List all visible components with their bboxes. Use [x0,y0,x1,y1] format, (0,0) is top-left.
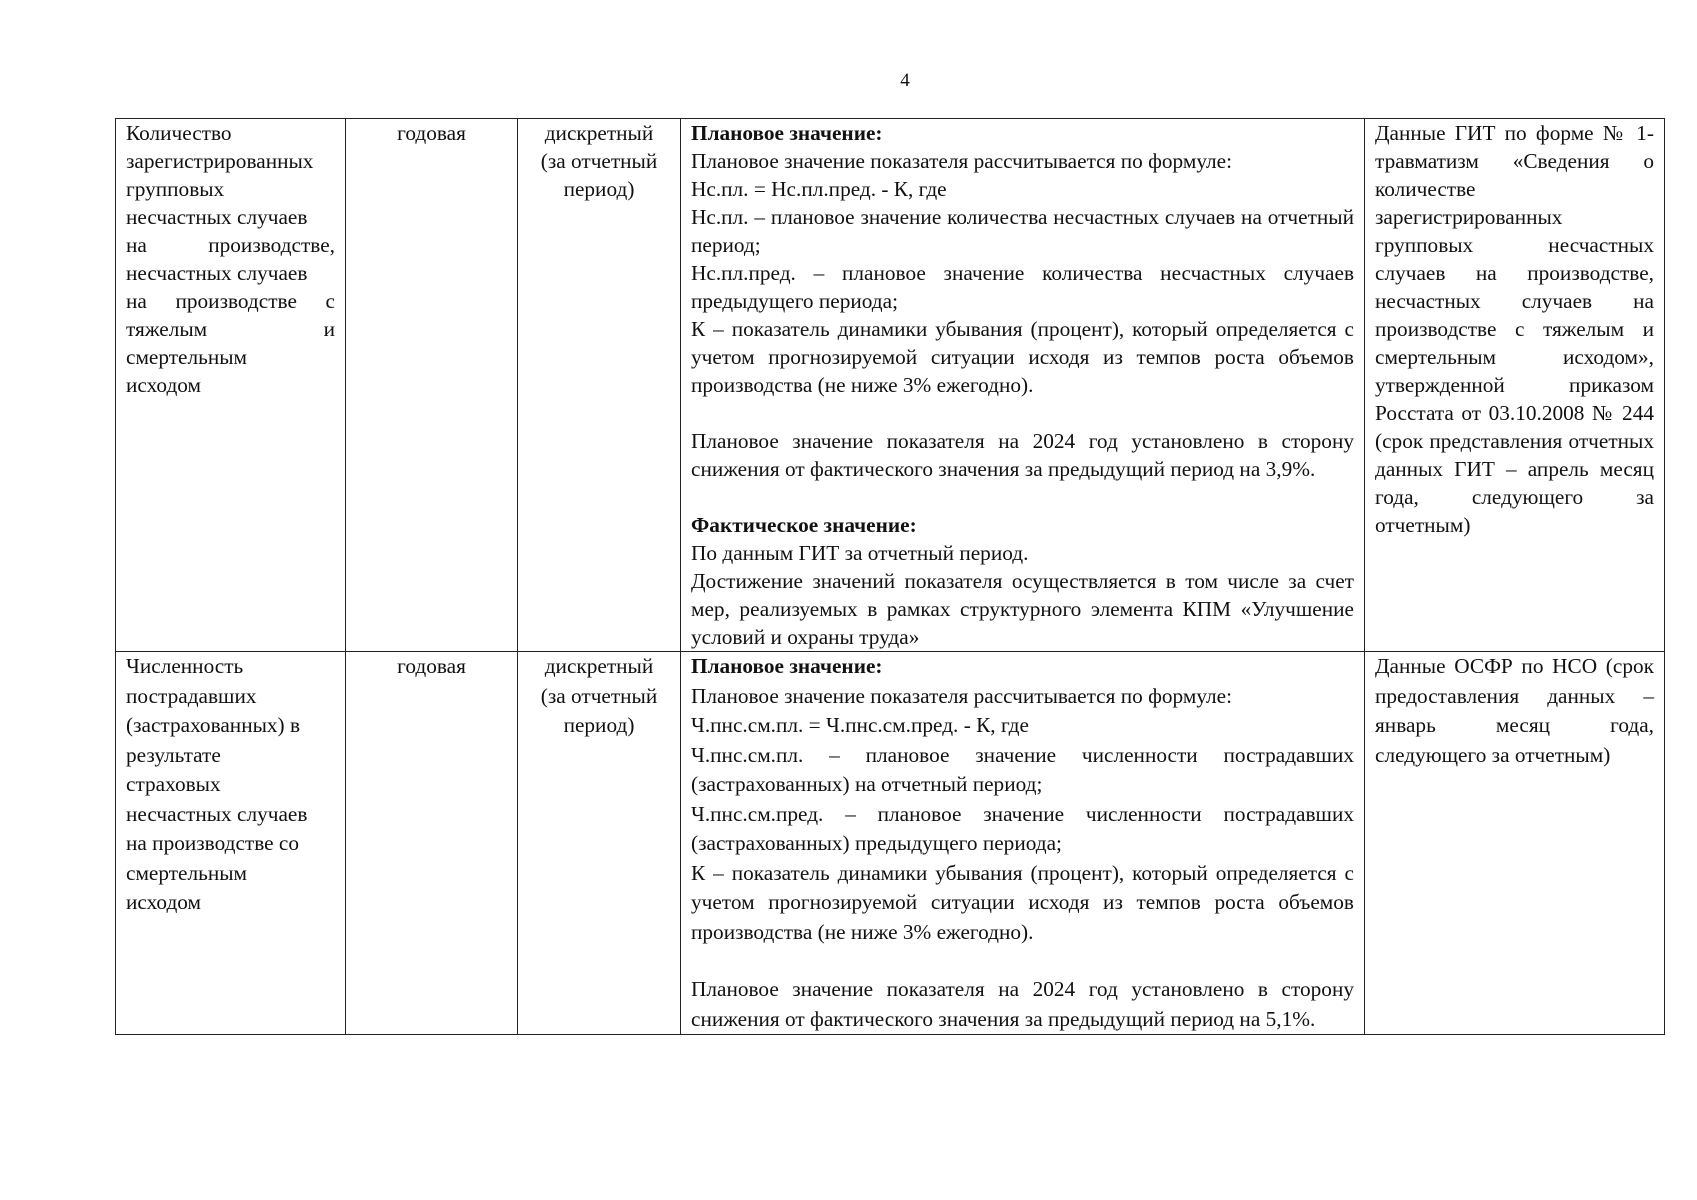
indicator-type-cell [518,119,681,652]
spacer [691,947,1354,975]
periodicity-cell: годовая [346,119,518,652]
plan-line: Нс.пл.пред. – плановое значение количества несчастных случаев предыдущего периода; [691,261,1354,313]
name-line: несчастных случаев [126,801,308,826]
plan-2024-text: Плановое значение показателя на 2024 год установлено в сторону снижения от фактического значения за предыдущий период на 5,1%. [691,977,1354,1031]
plan-line: Ч.пнс.см.пл. – плановое значение численности пострадавших (застрахованных) на отчетный период; [691,742,1354,796]
name-line: Количество [126,121,232,145]
plan-heading: Плановое значение: [691,654,883,678]
calculation-method-cell [681,652,1365,1035]
name-line: зарегистрированных [126,149,314,173]
spacer [691,483,1354,511]
name-line: исходом [126,890,201,914]
name-line: на производстве со [126,831,300,855]
indicator-type-cell [518,652,681,1035]
name-line: смертельным [126,345,248,369]
name-line: страховых [126,772,221,796]
formula-line: Ч.пнс.см.пл. = Ч.пнс.см.пред. - К, где [691,713,1029,737]
fact-line: По данным ГИТ за отчетный период. [691,541,1029,565]
indicators-table [115,118,1665,1035]
fact-heading: Фактическое значение: [691,513,917,537]
plan-heading: Плановое значение: [691,121,883,145]
name-line: (застрахованных) в [126,713,301,737]
table-row [116,119,1665,652]
name-line: смертельным [126,860,248,885]
name-line: исходом [126,373,201,397]
type-line: дискретный [544,654,654,678]
periodicity-cell: годовая [346,652,518,1035]
type-line: период) [563,177,635,201]
name-line: несчастных случаев [126,261,308,285]
plan-line: К – показатель динамики убывания (процент), который определяется с учетом прогнозируемой ситуации исходя из темпов роста объемов производства (не ниже 3% ежегодно). [691,317,1354,397]
indicator-name-cell [116,652,346,1035]
type-line: (за отчетный [540,683,658,708]
name-line: Численность [126,654,244,678]
formula-line: Нс.пл. = Нс.пл.пред. - К, где [691,177,947,201]
name-line: несчастных случаев [126,205,308,229]
indicator-name-cell [116,119,346,652]
name-line: результате [126,742,221,767]
plan-2024-text: Плановое значение показателя на 2024 год установлено в сторону снижения от фактического значения за предыдущий период на 3,9%. [691,429,1354,481]
plan-line: Плановое значение показателя рассчитывается по формуле: [691,683,1233,708]
plan-line: Плановое значение показателя рассчитывается по формуле: [691,149,1233,173]
data-source-cell: Данные ОСФР по НСО (срок предоставления данных – январь месяц года, следующего за отчетным) [1365,652,1665,1035]
name-line: на производстве с [126,289,335,313]
fact-line: Достижение значений показателя осуществляется в том числе за счет мер, реализуемых в рамках структурного элемента КПМ «Улучшение условий и охраны труда» [691,569,1354,649]
type-line: дискретный [544,121,654,145]
page-number: 4 [900,70,910,91]
name-line: групповых [126,177,225,201]
plan-line: К – показатель динамики убывания (процент), который определяется с учетом прогнозируемой ситуации исходя из темпов роста объемов производства (не ниже 3% ежегодно). [691,860,1354,944]
name-line: тяжелым и [126,317,335,341]
calculation-method-cell [681,119,1365,652]
type-line: (за отчетный [540,149,658,173]
plan-line: Ч.пнс.см.пред. – плановое значение численности пострадавших (застрахованных) предыдущего периода; [691,801,1354,855]
table-row [116,652,1665,1035]
name-line: пострадавших [126,683,257,708]
name-line: на производстве, [126,233,335,257]
spacer [691,399,1354,427]
type-line: период) [563,713,635,737]
data-source-cell: Данные ГИТ по форме № 1-травматизм «Сведения о количестве зарегистрированных групповых несчастных случаев на производстве, несчастных случаев на производстве с тяжелым и смертельным исходом», утвержденной приказом Росстата от 03.10.2008 № 244 (срок представления отчетных данных ГИТ – апрель месяц года, следующего за отчетным) [1365,119,1665,652]
plan-line: Нс.пл. – плановое значение количества несчастных случаев на отчетный период; [691,205,1354,257]
